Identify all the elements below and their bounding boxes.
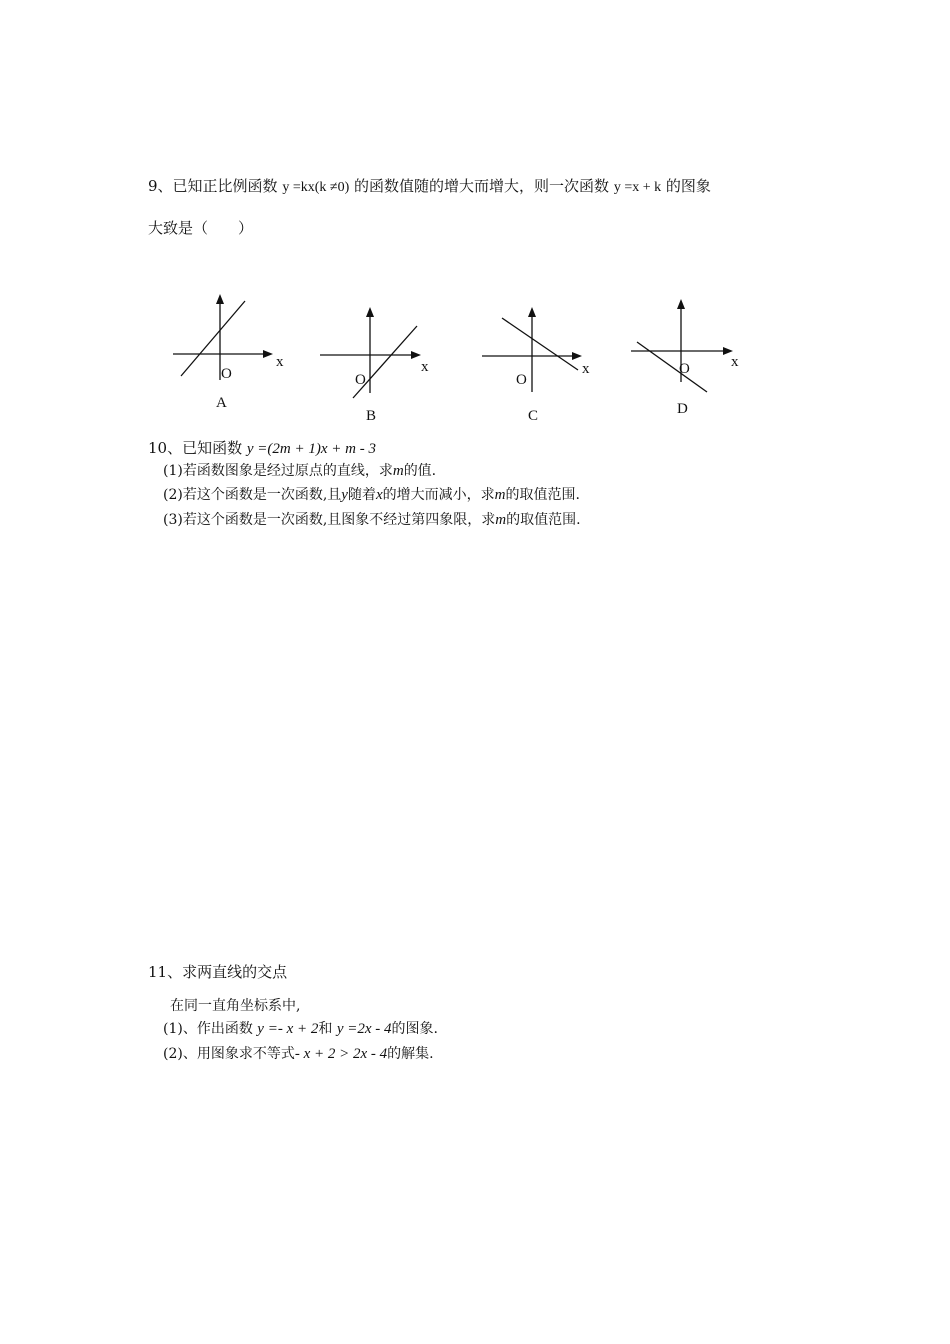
q9-expr-proportional: y =kx(k ≠0) bbox=[282, 180, 350, 195]
q9-line1 bbox=[148, 176, 711, 198]
graph-c-y-arrow bbox=[528, 307, 536, 317]
q10-part2-var-y: y bbox=[341, 487, 348, 503]
q10-title bbox=[148, 438, 376, 459]
q10-part2-var-m: m bbox=[494, 487, 506, 503]
q10-part2-tail: 的取值范围. bbox=[505, 487, 580, 503]
q11-part1-and: 和 bbox=[318, 1021, 333, 1037]
q10-title-text: 10、已知函数 bbox=[148, 439, 243, 457]
q10-part2 bbox=[163, 485, 580, 505]
graph-d-function-line bbox=[637, 342, 707, 392]
graph-b-origin-label: O bbox=[355, 372, 366, 388]
q10-part3-var-m: m bbox=[495, 512, 507, 528]
graph-a-function-line bbox=[181, 301, 245, 376]
option-c-label: C bbox=[528, 408, 539, 424]
q11-part1-text: (1)、作出函数 bbox=[163, 1021, 253, 1037]
graph-b-y-arrow bbox=[366, 307, 374, 317]
q9-text-c: 的图象 bbox=[665, 177, 711, 195]
q11-title: 11、求两直线的交点 bbox=[148, 963, 288, 981]
graph-c-function-line bbox=[502, 318, 578, 370]
q10-part2-text-c: 的增大而减小，求 bbox=[382, 487, 495, 503]
option-d-label: D bbox=[677, 401, 688, 417]
graph-b-x-arrow bbox=[411, 351, 421, 359]
q11-part2-text: (2)、用图象求不等式 bbox=[163, 1046, 295, 1062]
q11-part1 bbox=[163, 1019, 438, 1039]
graph-a-origin-label: O bbox=[221, 366, 232, 382]
graph-b-x-label: x bbox=[421, 359, 429, 375]
graph-d-y-arrow bbox=[677, 299, 685, 309]
graph-a-y-arrow bbox=[216, 294, 224, 304]
q10-part1-tail: 的值. bbox=[403, 463, 437, 479]
q10-part3-text: (3)若这个函数是一次函数,且图象不经过第四象限，求 bbox=[163, 512, 496, 528]
q10-part3 bbox=[163, 510, 581, 530]
q11-part1-expr1: y =- x + 2 bbox=[257, 1021, 319, 1037]
graph-c-origin-label: O bbox=[516, 372, 527, 388]
q10-part1-var-m: m bbox=[392, 463, 404, 479]
q9-expr-linear: y =x + k bbox=[613, 180, 662, 195]
q10-function-expr: y =(2m + 1)x + m - 3 bbox=[246, 441, 376, 457]
q10-part2-text-b: 随着 bbox=[347, 487, 376, 503]
q9-text-a: 9、已知正比例函数 bbox=[148, 177, 278, 195]
graph-d-x-label: x bbox=[731, 354, 739, 370]
q10-part3-tail: 的取值范围. bbox=[506, 512, 581, 528]
q11-part1-tail: 的图象. bbox=[391, 1021, 438, 1037]
graph-a-x-label: x bbox=[276, 354, 284, 370]
q11-part2-tail: 的解集. bbox=[387, 1046, 434, 1062]
q10-part1 bbox=[163, 461, 436, 481]
option-a-label: A bbox=[216, 395, 227, 411]
q11-part2-inequality: - x + 2 > 2x - 4 bbox=[294, 1046, 388, 1062]
graph-d-origin-label: O bbox=[679, 361, 690, 377]
q11-intro: 在同一直角坐标系中, bbox=[170, 998, 301, 1014]
q10-part2-var-x: x bbox=[375, 487, 383, 503]
q10-part1-text: (1)若函数图象是经过原点的直线，求 bbox=[163, 463, 393, 479]
q10-part2-text: (2)若这个函数是一次函数,且 bbox=[163, 487, 342, 503]
graph-c-x-label: x bbox=[582, 361, 590, 377]
q9-text-b: 的函数值随的增大而增大，则一次函数 bbox=[354, 177, 610, 195]
q9-line2: 大致是（ ） bbox=[148, 219, 254, 237]
q11-part1-expr2: y =2x - 4 bbox=[336, 1021, 392, 1037]
option-b-label: B bbox=[366, 408, 377, 424]
q11-part2 bbox=[163, 1044, 434, 1064]
graph-c-x-arrow bbox=[572, 352, 582, 360]
graph-a-x-arrow bbox=[263, 350, 273, 358]
